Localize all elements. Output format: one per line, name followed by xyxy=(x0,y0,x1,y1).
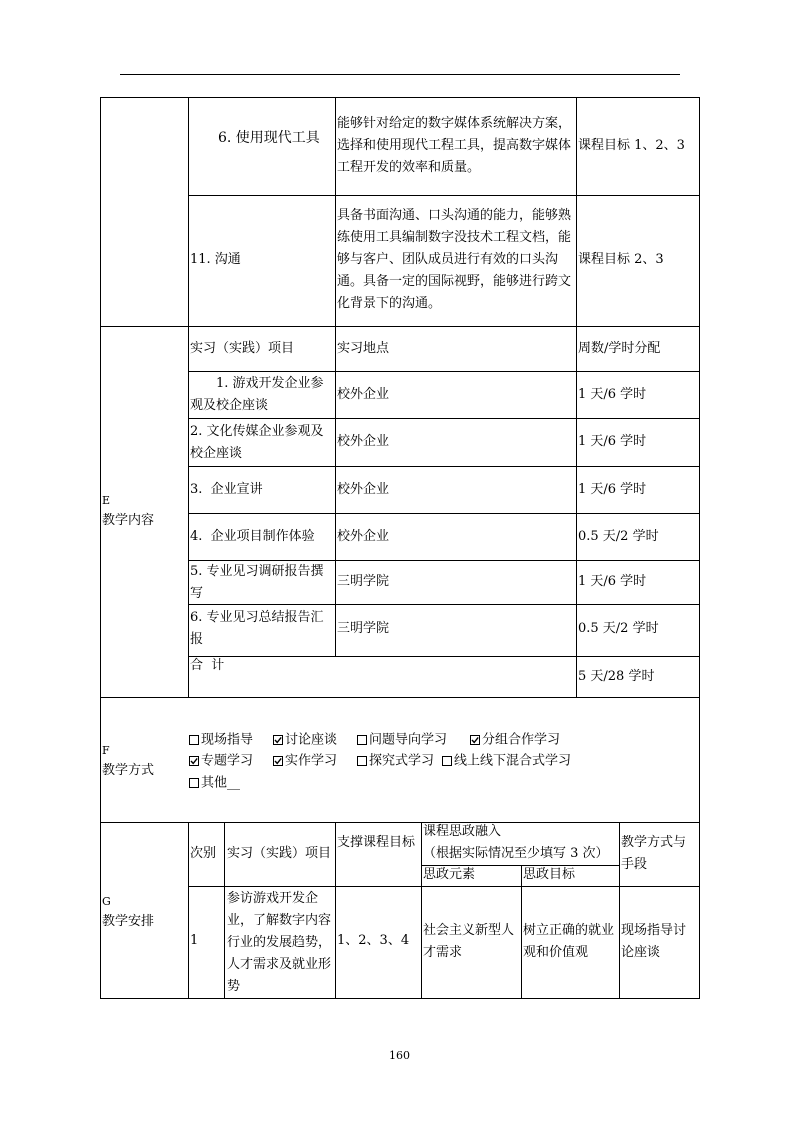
teaching-method-label: 现场指导 xyxy=(201,732,254,748)
b-row1-target: 课程目标 1、2、3 xyxy=(578,138,685,153)
section-divider-e xyxy=(100,326,700,327)
teaching-method-option[interactable] xyxy=(357,751,434,771)
b-row2-item: 11. 沟通 xyxy=(190,252,241,267)
e-row1-time: 1 天/6 学时 xyxy=(578,387,647,402)
e-row2-project: 2. 文化传媒企业参观及校企座谈 xyxy=(190,424,324,461)
teaching-method-option[interactable] xyxy=(189,773,240,793)
g-header-project: 实习（实践）项目 xyxy=(227,846,332,861)
label-column-divider xyxy=(188,97,189,697)
checkbox-icon[interactable] xyxy=(357,756,367,766)
section-e-letter: E xyxy=(102,494,111,507)
teaching-method-label: 其他__ xyxy=(201,775,241,791)
teaching-method-label: 问题导向学习 xyxy=(369,732,448,748)
teaching-method-label: 探究式学习 xyxy=(369,753,435,769)
e-row5-project: 5. 专业见习调研报告撰写 xyxy=(190,564,324,601)
col-divider-g1 xyxy=(224,822,225,998)
e-total-label: 合 计 xyxy=(190,658,225,673)
b-row2-target: 课程目标 2、3 xyxy=(578,252,664,267)
teaching-method-option[interactable] xyxy=(189,730,253,750)
teaching-method-label: 分组合作学习 xyxy=(482,732,561,748)
row-divider-e6 xyxy=(188,656,699,657)
col-divider-b1 xyxy=(335,97,336,326)
g-row1-method: 现场指导讨论座谈 xyxy=(621,923,687,960)
section-f-label: 教学方式 xyxy=(102,763,155,778)
label-column-divider-g xyxy=(188,822,189,998)
teaching-method-option[interactable] xyxy=(357,730,447,750)
teaching-method-option[interactable] xyxy=(189,751,253,771)
g-row1-project: 参访游戏开发企业，了解数字内容行业的发展趋势，人才需求及就业形势 xyxy=(227,891,332,994)
b-row1-desc: 能够针对给定的数字媒体系统解决方案，选择和使用现代工程工具，提高数字媒体工程开发的效率和质量。 xyxy=(337,116,572,175)
section-divider-g xyxy=(100,822,700,823)
e-row6-project: 6. 专业见习总结报告汇报 xyxy=(190,610,324,647)
col-divider-e2 xyxy=(576,326,577,697)
checkbox-checked-icon[interactable] xyxy=(273,756,283,766)
e-row1-project: 1. 游戏开发企业参观及校企座谈 xyxy=(190,376,324,413)
row-divider-e0 xyxy=(188,371,699,372)
teaching-method-label: 讨论座谈 xyxy=(285,732,338,748)
e-header-place: 实习地点 xyxy=(337,341,390,356)
e-row4-time: 0.5 天/2 学时 xyxy=(578,529,659,544)
e-row5-place: 三明学院 xyxy=(337,574,390,589)
teaching-method-option[interactable] xyxy=(273,730,337,750)
e-row4-project: 4. 企业项目制作体验 xyxy=(190,529,315,544)
col-divider-g5 xyxy=(619,822,620,998)
g-header-method: 教学方式与手段 xyxy=(621,835,687,872)
g-header-goal: 思政目标 xyxy=(523,867,576,882)
col-divider-g3 xyxy=(421,822,422,998)
e-row3-time: 1 天/6 学时 xyxy=(578,482,647,497)
g-header-ideology: 课程思政融入 xyxy=(423,824,502,839)
checkbox-icon[interactable] xyxy=(189,778,199,788)
e-row3-place: 校外企业 xyxy=(337,482,390,497)
page-number: 160 xyxy=(389,1049,410,1062)
teaching-method-label: 专题学习 xyxy=(201,753,254,769)
e-header-project: 实习（实践）项目 xyxy=(190,341,295,356)
table-border-top xyxy=(100,97,700,98)
col-divider-e1 xyxy=(335,326,336,656)
table-border-left xyxy=(100,97,101,998)
table-border-right xyxy=(699,97,700,998)
checkbox-icon[interactable] xyxy=(189,735,199,745)
g-row1-support: 1、2、3、4 xyxy=(337,933,410,948)
checkbox-checked-icon[interactable] xyxy=(273,735,283,745)
col-divider-g2 xyxy=(335,822,336,998)
row-divider-e2 xyxy=(188,466,699,467)
g-header-support: 支撑课程目标 xyxy=(337,835,416,850)
row-divider-e3 xyxy=(188,513,699,514)
g-header-seq: 次别 xyxy=(190,846,217,861)
g-header-ideology-sub: （根据实际情况至少填写 3 次） xyxy=(423,846,609,861)
e-total-time: 5 天/28 学时 xyxy=(578,669,655,684)
teaching-method-label: 线上线下混合式学习 xyxy=(454,753,572,769)
table-border-bottom xyxy=(100,998,700,999)
row-divider-g-head xyxy=(188,886,699,887)
section-g-letter: G xyxy=(102,895,111,908)
section-divider-f xyxy=(100,697,700,698)
teaching-method-option[interactable] xyxy=(442,751,571,771)
g-row1-element: 社会主义新型人才需求 xyxy=(423,923,515,960)
e-row3-project: 3. 企业宣讲 xyxy=(190,482,263,497)
checkbox-icon[interactable] xyxy=(442,756,452,766)
e-row4-place: 校外企业 xyxy=(337,529,390,544)
e-header-time: 周数/学时分配 xyxy=(578,341,661,356)
row-divider-b xyxy=(188,195,699,196)
e-row2-place: 校外企业 xyxy=(337,434,390,449)
e-row6-time: 0.5 天/2 学时 xyxy=(578,621,659,636)
e-row5-time: 1 天/6 学时 xyxy=(578,574,647,589)
g-row1-seq: 1 xyxy=(190,933,199,948)
checkbox-checked-icon[interactable] xyxy=(470,735,480,745)
b-row2-desc: 具备书面沟通、口头沟通的能力，能够熟练使用工具编制数字没技术工程文档，能够与客户、团队成员进行有效的口头沟通。具备一定的国际视野，能够进行跨文化背景下的沟通。 xyxy=(337,208,572,311)
teaching-method-option[interactable] xyxy=(273,751,337,771)
col-divider-g4 xyxy=(521,865,522,998)
teaching-method-option[interactable] xyxy=(470,730,560,750)
e-row2-time: 1 天/6 学时 xyxy=(578,434,647,449)
g-header-element: 思政元素 xyxy=(423,867,476,882)
header-rule xyxy=(120,74,680,75)
section-e-label: 教学内容 xyxy=(102,513,155,528)
e-row6-place: 三明学院 xyxy=(337,621,390,636)
g-row1-goal: 树立正确的就业观和价值观 xyxy=(523,923,615,960)
checkbox-checked-icon[interactable] xyxy=(189,756,199,766)
section-f-letter: F xyxy=(102,744,110,757)
col-divider-b2 xyxy=(576,97,577,326)
row-divider-e1 xyxy=(188,418,699,419)
checkbox-icon[interactable] xyxy=(357,735,367,745)
b-row1-item: 6. 使用现代工具 xyxy=(218,130,320,146)
e-row1-place: 校外企业 xyxy=(337,387,390,402)
teaching-method-label: 实作学习 xyxy=(285,753,338,769)
section-g-label: 教学安排 xyxy=(102,914,155,929)
